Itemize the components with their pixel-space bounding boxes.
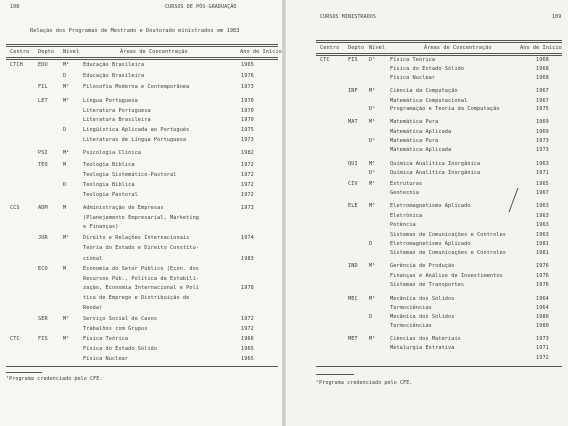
table-cell-depto: MET — [348, 336, 358, 342]
table-cell-nivel: M — [63, 266, 67, 272]
col-depto-header: Depto — [38, 49, 55, 55]
table-cell-area: Gerência de Produção — [390, 263, 455, 269]
table-cell-nivel: D¹ — [369, 106, 376, 112]
table-cell-nivel: D — [369, 314, 373, 320]
table-cell-nivel: M — [63, 205, 67, 211]
header-rule-2 — [6, 59, 278, 60]
table-cell-nivel: D¹ — [369, 138, 376, 144]
table-cell-ano: 1976 — [241, 73, 254, 79]
table-cell-nivel: M¹ — [369, 203, 376, 209]
table-cell-area: Renda) — [83, 305, 103, 311]
table-cell-ano: 1975 — [536, 106, 549, 112]
right-page — [284, 0, 568, 426]
table-cell-area: Metalurgia Extrativa — [390, 345, 455, 351]
footnote-rule — [6, 372, 42, 373]
table-cell-area: Teologia Bíblica — [83, 182, 135, 188]
table-cell-ano: 1975 — [241, 127, 254, 133]
table-cell-ano: 1968 — [536, 66, 549, 72]
table-cell-centro: CTCH — [10, 62, 23, 68]
table-cell-depto: CIV — [348, 181, 358, 187]
table-cell-nivel: D — [63, 182, 67, 188]
table-cell-ano: 1972 — [536, 355, 549, 361]
table-cell-area: Física Nuclear — [83, 356, 129, 362]
table-cell-ano: 1972 — [241, 192, 254, 198]
col-ano-header: Ano de Início — [240, 49, 282, 55]
table-cell-depto: QUI — [348, 161, 358, 167]
table-cell-area: Teologia Sistemático-Pastoral — [83, 172, 177, 178]
table-cell-nivel: M¹ — [369, 263, 376, 269]
table-cell-area: Filosofia Moderna e Contemporânea — [83, 84, 190, 90]
table-cell-ano: 1976 — [536, 263, 549, 269]
table-cell-nivel: M¹ — [63, 150, 70, 156]
table-cell-depto: ADM — [38, 205, 48, 211]
table-cell-area: Teoria do Estado e Direito Constitu- — [83, 245, 200, 251]
page-number: 109 — [552, 14, 562, 20]
table-cell-ano: 1973 — [536, 336, 549, 342]
table-cell-ano: 1976 — [536, 273, 549, 279]
table-cell-depto: INF — [348, 88, 358, 94]
table-cell-area: Lingüística Aplicada ao Português — [83, 127, 190, 133]
col-depto-header: Depto — [348, 45, 365, 51]
table-caption: Relação dos Programas de Mestrado e Doutorado ministrados em 1983 — [30, 28, 240, 34]
table-cell-ano: 1964 — [536, 305, 549, 311]
table-cell-ano: 1973 — [241, 84, 254, 90]
table-cell-depto: FIS — [348, 57, 358, 63]
table-cell-centro: CTC — [320, 57, 330, 63]
table-cell-ano: 1972 — [241, 182, 254, 188]
table-cell-area: Recursos Púb., Política de Estabili- — [83, 276, 200, 282]
table-cell-nivel: M¹ — [63, 62, 70, 68]
table-cell-ano: 1980 — [536, 323, 549, 329]
table-cell-ano: 1973 — [536, 138, 549, 144]
table-cell-area: Eletromagnetismo Aplicado — [390, 203, 471, 209]
table-cell-area: Geotecnia — [390, 190, 420, 196]
table-cell-area: Direito e Relações Internacionais — [83, 235, 190, 241]
table-cell-area: Literatura Brasileira — [83, 117, 151, 123]
table-cell-ano: 1965 — [241, 62, 254, 68]
table-cell-ano: 1970 — [241, 117, 254, 123]
table-cell-area: Finanças e Análise de Investimentos — [390, 273, 503, 279]
table-cell-ano: 1963 — [536, 222, 549, 228]
table-cell-area: Física Teórica — [390, 57, 436, 63]
table-cell-ano: 1974 — [241, 235, 254, 241]
table-cell-ano: 1970 — [241, 98, 254, 104]
table-cell-area: Programação e Teoria da Computação — [390, 106, 500, 112]
table-cell-nivel: M¹ — [369, 336, 376, 342]
table-cell-ano: 1980 — [536, 314, 549, 320]
table-cell-nivel: D¹ — [369, 57, 376, 63]
table-cell-centro: CCS — [10, 205, 20, 211]
table-cell-area: Termociências — [390, 323, 432, 329]
header-rule-2 — [316, 55, 562, 56]
col-ano-header: Ano de Início — [520, 45, 562, 51]
table-cell-nivel: M¹ — [369, 161, 376, 167]
table-cell-ano: 1973 — [241, 137, 254, 143]
col-area-header: Áreas de Concentração — [120, 49, 188, 55]
footnote: ¹Programa credenciado pelo CFE. — [316, 380, 413, 386]
table-cell-ano: 1965 — [536, 181, 549, 187]
table-top-rule — [6, 44, 278, 45]
table-cell-area: Termociências — [390, 305, 432, 311]
table-cell-ano: 1968 — [536, 75, 549, 81]
table-cell-depto: MAT — [348, 119, 358, 125]
table-cell-area: Física do Estado Sólido — [390, 66, 465, 72]
table-cell-area: Física Nuclear — [390, 75, 436, 81]
table-cell-area: Teologia Bíblica — [83, 162, 135, 168]
table-cell-area: Física do Estado Sólido — [83, 346, 158, 352]
table-cell-area: Matemática Aplicada — [390, 147, 452, 153]
table-top-rule — [316, 40, 562, 41]
table-cell-area: Química Analítica Inorgânica — [390, 161, 481, 167]
page-number: 108 — [10, 4, 20, 10]
table-cell-area: Mecânica dos Sólidos — [390, 296, 455, 302]
table-cell-ano: 1965 — [241, 346, 254, 352]
table-cell-ano: 1973 — [536, 147, 549, 153]
table-cell-ano: 1970 — [241, 108, 254, 114]
table-cell-area: Literatura Portuguesa — [83, 108, 151, 114]
table-cell-area: Serviço Social de Casos — [83, 316, 158, 322]
table-cell-ano: 1972 — [241, 172, 254, 178]
table-cell-ano: 1982 — [241, 150, 254, 156]
table-cell-area: Matemática Pura — [390, 138, 439, 144]
table-cell-nivel: M¹ — [63, 84, 70, 90]
table-cell-ano: 1978 — [241, 285, 254, 291]
table-cell-depto: MEC — [348, 296, 358, 302]
pen-mark — [504, 186, 524, 216]
table-cell-area: Sistemas de Comunicações e Controles — [390, 250, 507, 256]
table-cell-depto: ELE — [348, 203, 358, 209]
footnote-rule — [316, 374, 354, 375]
table-cell-ano: 1971 — [536, 170, 549, 176]
table-cell-nivel: M¹ — [369, 119, 376, 125]
table-cell-depto: FIS — [38, 336, 48, 342]
table-cell-ano: 1968 — [536, 57, 549, 63]
table-cell-ano: 1967 — [536, 98, 549, 104]
table-cell-nivel: M¹ — [369, 88, 376, 94]
table-cell-ano: 1966 — [241, 336, 254, 342]
table-cell-area: Educação Brasileira — [83, 62, 145, 68]
table-cell-area: Química Analítica Inorgânica — [390, 170, 481, 176]
table-cell-ano: 1983 — [241, 256, 254, 262]
table-cell-ano: 1965 — [241, 356, 254, 362]
table-cell-area: Eletromagnetismo Aplicado — [390, 241, 471, 247]
table-cell-area: Ciência da Computação — [390, 88, 458, 94]
table-cell-area: Economia do Setor Público (Econ. dos — [83, 266, 200, 272]
table-cell-area: Eletrônica — [390, 213, 423, 219]
table-cell-nivel: D — [63, 127, 67, 133]
table-cell-area: Trabalhos com Grupos — [83, 326, 148, 332]
table-cell-nivel: M — [63, 162, 67, 168]
table-cell-depto: TEO — [38, 162, 48, 168]
table-cell-ano: 1963 — [536, 203, 549, 209]
table-cell-area: cional — [83, 256, 103, 262]
table-cell-ano: 1967 — [536, 190, 549, 196]
table-cell-depto: FIL — [38, 84, 48, 90]
table-cell-centro: CTC — [10, 336, 20, 342]
header-rule — [316, 53, 562, 54]
table-cell-depto: EDU — [38, 62, 48, 68]
col-nivel-header: Nível — [63, 49, 80, 55]
table-cell-area: Estruturas — [390, 181, 423, 187]
table-cell-nivel: M¹ — [369, 296, 376, 302]
running-header: CURSOS MINISTRADOS — [320, 14, 376, 20]
table-cell-nivel: M¹ — [63, 98, 70, 104]
table-cell-area: tica de Emprego e Distribuição de — [83, 295, 190, 301]
table-cell-depto: JUR — [38, 235, 48, 241]
col-centro-header: Centro — [320, 45, 340, 51]
table-cell-ano: 1963 — [536, 161, 549, 167]
table-cell-ano: 1973 — [241, 205, 254, 211]
table-cell-area: Sistemas de Transportes — [390, 282, 465, 288]
table-cell-ano: 1963 — [536, 232, 549, 238]
table-cell-area: Matemática Aplicada — [390, 129, 452, 135]
table-bottom-rule — [6, 366, 278, 367]
table-cell-ano: 1969 — [536, 119, 549, 125]
table-cell-area: Teologia Pastoral — [83, 192, 138, 198]
book-gutter — [282, 0, 286, 426]
table-cell-area: Língua Portuguesa — [83, 98, 138, 104]
table-cell-nivel: M¹ — [63, 336, 70, 342]
col-nivel-header: Nível — [369, 45, 386, 51]
table-cell-area: Matemática Pura — [390, 119, 439, 125]
table-top-rule-2 — [316, 42, 562, 43]
table-cell-ano: 1976 — [536, 282, 549, 288]
table-cell-nivel: D — [369, 241, 373, 247]
table-cell-nivel: D¹ — [369, 170, 376, 176]
table-cell-nivel: D — [63, 73, 67, 79]
table-cell-depto: SER — [38, 316, 48, 322]
col-area-header: Áreas de Concentração — [424, 45, 492, 51]
footnote: ¹Programa credenciado pelo CFE. — [6, 376, 103, 382]
table-cell-ano: 1963 — [536, 213, 549, 219]
table-cell-depto: LET — [38, 98, 48, 104]
table-cell-area: Literaturas de Língua Portuguesa — [83, 137, 187, 143]
table-cell-area: (Planejamento Empresarial, Marketing — [83, 215, 200, 221]
table-cell-ano: 1969 — [536, 129, 549, 135]
table-cell-depto: PSI — [38, 150, 48, 156]
table-cell-nivel: M¹ — [63, 316, 70, 322]
header-rule — [6, 57, 278, 58]
running-header: CURSOS DE PÓS-GRADUAÇÃO — [165, 4, 237, 10]
table-cell-ano: 1981 — [536, 241, 549, 247]
table-cell-nivel: M¹ — [63, 235, 70, 241]
table-cell-area: Administração de Empresas — [83, 205, 164, 211]
table-cell-depto: ECO — [38, 266, 48, 272]
table-cell-nivel: M¹ — [369, 181, 376, 187]
table-cell-area: Educação Brasileira — [83, 73, 145, 79]
table-cell-ano: 1967 — [536, 88, 549, 94]
table-cell-area: Física Teórica — [83, 336, 129, 342]
table-cell-ano: 1972 — [241, 316, 254, 322]
table-cell-area: Ciências dos Materiais — [390, 336, 461, 342]
table-cell-area: Psicologia Clínica — [83, 150, 142, 156]
col-centro-header: Centro — [10, 49, 30, 55]
table-bottom-rule — [316, 366, 562, 367]
table-cell-ano: 1981 — [536, 250, 549, 256]
table-cell-area: Sistemas de Comunicações e Controles — [390, 232, 507, 238]
table-cell-ano: 1964 — [536, 296, 549, 302]
table-cell-area: Potência — [390, 222, 416, 228]
table-cell-area: Matemática Computacional — [390, 98, 468, 104]
table-cell-ano: 1972 — [241, 326, 254, 332]
table-cell-area: zação, Economia Internacional e Polí — [83, 285, 200, 291]
table-top-rule-2 — [6, 46, 278, 47]
table-cell-area: Mecânica dos Sólidos — [390, 314, 455, 320]
table-cell-ano: 1971 — [536, 345, 549, 351]
table-cell-ano: 1972 — [241, 162, 254, 168]
table-cell-area: e Finanças) — [83, 224, 119, 230]
table-cell-depto: IND — [348, 263, 358, 269]
